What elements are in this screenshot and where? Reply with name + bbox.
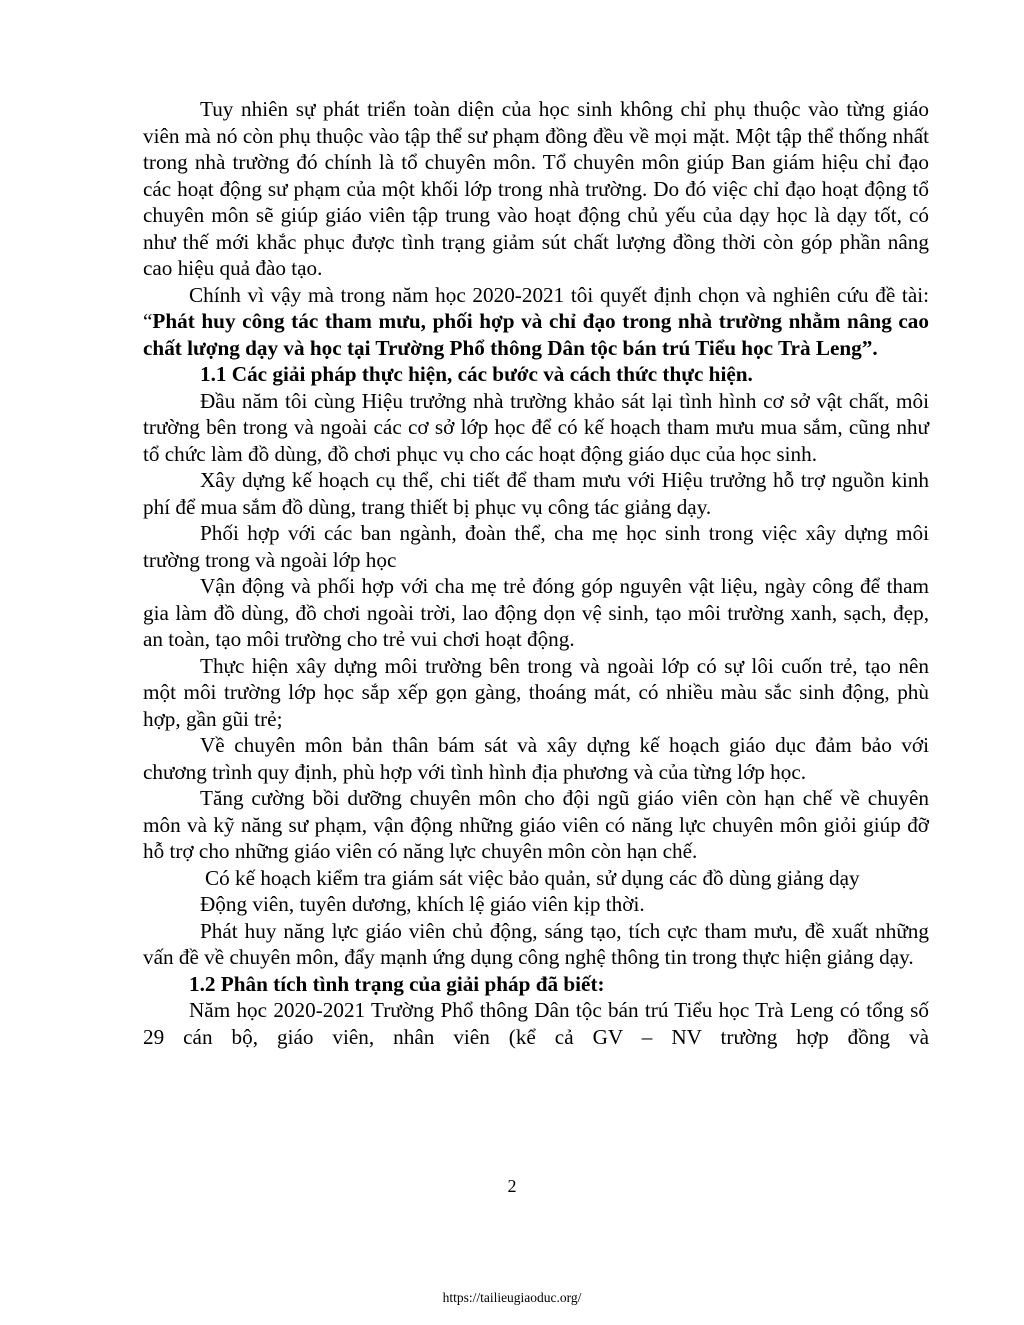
topic-title: Phát huy công tác tham mưu, phối hợp và chỉ đạo trong nhà trường nhằm nâng cao chất lượng dạy và học tại Trường Phổ thông Dân tộc bán trú Tiểu học Trà Leng”. (143, 309, 929, 360)
paragraph-coordinate: Phối hợp với các ban ngành, đoàn thể, cha mẹ học sinh trong việc xây dựng môi trường trong và ngoài lớp học (143, 521, 929, 572)
heading-1-1: 1.1 Các giải pháp thực hiện, các bước và cách thức thực hiện. (200, 362, 753, 386)
topic-lead-text: Chính vì vậy mà trong năm học 2020-2021 tôi quyết định chọn và nghiên cứu đề tài: “ (143, 282, 929, 333)
paragraph-inspection: Có kế hoạch kiểm tra giám sát việc bảo quản, sử dụng các đồ dùng giảng dạy (205, 865, 860, 890)
paragraph-encourage: Động viên, tuyên dương, khích lệ giáo viên kịp thời. (200, 892, 645, 916)
heading-1-2: 1.2 Phân tích tình trạng của giải pháp đã biết: (189, 971, 605, 996)
paragraph-professional: Về chuyên môn bản thân bám sát và xây dựng kế hoạch giáo dục đảm bảo với chương trình quy định, phù hợp với tình hình địa phương và của từng lớp học. (143, 733, 929, 784)
paragraph-promote: Phát huy năng lực giáo viên chủ động, sáng tạo, tích cực tham mưu, đề xuất những vấn đề về chuyên môn, đẩy mạnh ứng dụng công nghệ thông tin trong thực hiện giảng dạy. (143, 918, 929, 969)
paragraph-training: Tăng cường bồi dưỡng chuyên môn cho đội ngũ giáo viên còn hạn chế về chuyên môn và kỹ năng sư phạm, vận động những giáo viên có năng lực chuyên môn giỏi giúp đỡ hỗ trợ cho những giáo viên có năng lực chuyên môn còn hạn chế. (143, 786, 929, 863)
paragraph-mobilize: Vận động và phối hợp với cha mẹ trẻ đóng góp nguyên vật liệu, ngày công để tham gia làm đồ dùng, đồ chơi ngoài trời, lao động dọn vệ sinh, tạo môi trường xanh, sạch, đẹp, an toàn, tạo môi trường cho trẻ vui chơi hoạt động. (143, 574, 929, 651)
paragraph-survey: Đầu năm tôi cùng Hiệu trưởng nhà trường khảo sát lại tình hình cơ sở vật chất, môi trường bên trong và ngoài các cơ sở lớp học để có kế hoạch tham mưu mua sắm, cũng như tổ chức làm đồ dùng, đồ chơi phục vụ cho các hoạt động giáo dục của học sinh. (143, 388, 929, 466)
paragraph-environment: Thực hiện xây dựng môi trường bên trong và ngoài lớp có sự lôi cuốn trẻ, tạo nên một môi trường lớp học sắp xếp gọn gàng, thoáng mát, có nhiều màu sắc sinh động, phù hợp, gần gũi trẻ; (143, 653, 929, 731)
footer-url: https://tailieugiaoduc.org/ (442, 1290, 582, 1305)
paragraph-intro: Tuy nhiên sự phát triển toàn diện của học sinh không chỉ phụ thuộc vào từng giáo viên mà nó còn phụ thuộc vào tập thể sư phạm đồng đều về mọi mặt. Một tập thể thống nhất trong nhà trường đó chính là tổ chuyên môn. Tổ chuyên môn giúp Ban giám hiệu chỉ đạo các hoạt động sư phạm của một khối lớp trong nhà trường. Do đó việc chỉ đạo hoạt động tổ chuyên môn sẽ giúp giáo viên tập trung vào hoạt động chủ yếu của dạy học là dạy tốt, có như thế mới khắc phục được tình trạng giảm sút chất lượng đồng thời còn góp phần nâng cao hiệu quả đào tạo. (143, 97, 929, 280)
paragraph-plan: Xây dựng kế hoạch cụ thể, chi tiết để tham mưu với Hiệu trưởng hỗ trợ nguồn kinh phí để mua sắm đồ dùng, trang thiết bị phục vụ công tác giảng dạy. (143, 468, 929, 519)
page-number: 2 (507, 1176, 517, 1196)
paragraph-school-year: Năm học 2020-2021 Trường Phổ thông Dân tộc bán trú Tiểu học Trà Leng có tổng số 29 cán bộ, giáo viên, nhân viên (kể cả GV – NV trường hợp đồng và (143, 998, 929, 1049)
paragraph-topic (143, 282, 929, 362)
document-body (143, 96, 929, 1050)
